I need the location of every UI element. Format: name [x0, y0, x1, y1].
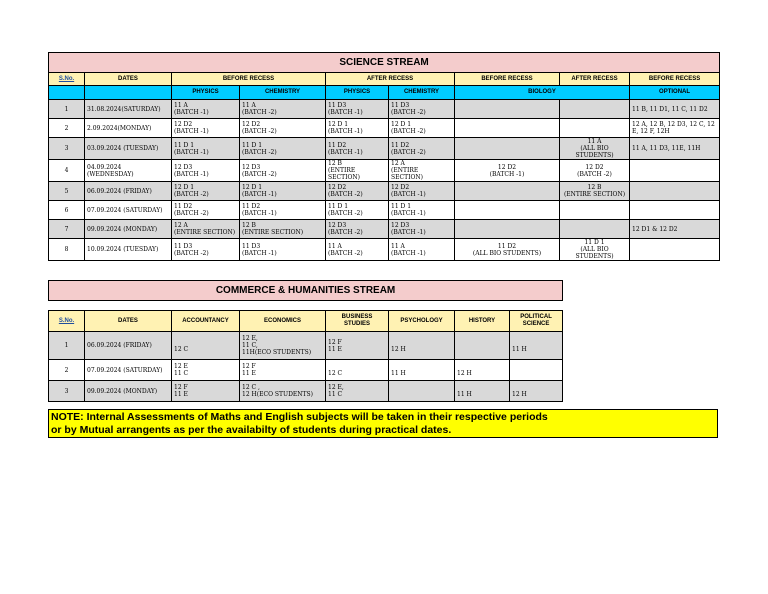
- physics-header: PHYSICS: [172, 86, 240, 100]
- chemistry-before-cell: 11 D3 (BATCH -1): [240, 239, 326, 261]
- economics-cell: 12 C , 12 H(ECO STUDENTS): [240, 381, 326, 402]
- row-date: 03.09.2024 (TUESDAY): [85, 138, 172, 160]
- physics-before-cell: 12 D 1 (BATCH -2): [172, 182, 240, 201]
- physics-after-cell: 11 D2 (BATCH -1): [326, 138, 389, 160]
- biology-after-cell: [560, 220, 630, 239]
- history-cell: 11 H: [455, 381, 510, 402]
- chemistry-header-2: CHEMISTRY: [389, 86, 455, 100]
- business-studies-cell: 12 F 11 E: [326, 332, 389, 360]
- chemistry-before-cell: 12 D2 (BATCH -2): [240, 119, 326, 138]
- row-date: 07.09.2024 (SATURDAY): [85, 360, 172, 381]
- optional-cell: 12 A, 12 B, 12 D3, 12 C, 12 E, 12 F, 12H: [630, 119, 720, 138]
- economics-header: ECONOMICS: [240, 311, 326, 332]
- psychology-cell: [389, 381, 455, 402]
- political-science-cell: 11 H: [510, 332, 563, 360]
- biology-before-cell: [455, 100, 560, 119]
- accountancy-cell: 12 C: [172, 332, 240, 360]
- accountancy-header: ACCOUNTANCY: [172, 311, 240, 332]
- science-row: [49, 239, 720, 261]
- science-stream-table: [48, 52, 720, 261]
- chemistry-before-cell: 12 B (ENTIRE SECTION): [240, 220, 326, 239]
- note-line-2: or by Mutual arrangents as per the availabilty of students during practical dates.: [51, 424, 452, 436]
- commerce-row: [49, 381, 563, 402]
- economics-cell: 12 E, 11 C, 11H(ECO STUDENTS): [240, 332, 326, 360]
- chemistry-after-cell: 11 D 1 (BATCH -1): [389, 201, 455, 220]
- after-recess-header: AFTER RECESS: [326, 73, 455, 86]
- chemistry-before-cell: 12 D 1 (BATCH -1): [240, 182, 326, 201]
- row-date: 09.09.2024 (MONDAY): [85, 220, 172, 239]
- row-date: 10.09.2024 (TUESDAY): [85, 239, 172, 261]
- political-science-header: POLITICAL SCIENCE: [510, 311, 563, 332]
- history-cell: [455, 332, 510, 360]
- optional-cell: [630, 182, 720, 201]
- science-row: [49, 160, 720, 182]
- physics-after-cell: 12 D2 (BATCH -2): [326, 182, 389, 201]
- psychology-header: PSYCHOLOGY: [389, 311, 455, 332]
- chemistry-before-cell: 11 A (BATCH -2): [240, 100, 326, 119]
- biology-after-cell: 12 D2 (BATCH -2): [560, 160, 630, 182]
- physics-after-cell: 12 D 1 (BATCH -1): [326, 119, 389, 138]
- psychology-cell: 12 H: [389, 332, 455, 360]
- business-studies-cell: 12 E, 11 C: [326, 381, 389, 402]
- history-header: HISTORY: [455, 311, 510, 332]
- biology-after-cell: [560, 119, 630, 138]
- physics-before-cell: 12 D3 (BATCH -1): [172, 160, 240, 182]
- commerce-row: [49, 332, 563, 360]
- com-dates-header: DATES: [85, 311, 172, 332]
- chemistry-after-cell: 12 D3 (BATCH -1): [389, 220, 455, 239]
- row-date: 07.09.2024 (SATURDAY): [85, 201, 172, 220]
- before-recess-header-2: BEFORE RECESS: [455, 73, 560, 86]
- biology-after-cell: [560, 100, 630, 119]
- row-sno: 2: [49, 360, 85, 381]
- chemistry-after-cell: 11 A (BATCH -1): [389, 239, 455, 261]
- history-cell: 12 H: [455, 360, 510, 381]
- chemistry-after-cell: 11 D3 (BATCH -2): [389, 100, 455, 119]
- chemistry-after-cell: 11 D2 (BATCH -2): [389, 138, 455, 160]
- sno-header: S.No.: [49, 73, 85, 86]
- physics-before-cell: 11 A (BATCH -1): [172, 100, 240, 119]
- physics-after-cell: 12 B (ENTIRE SECTION): [326, 160, 389, 182]
- commerce-stream-table: [48, 280, 563, 402]
- physics-after-cell: 11 D3 (BATCH -1): [326, 100, 389, 119]
- row-sno: 1: [49, 332, 85, 360]
- chemistry-before-cell: 11 D2 (BATCH -1): [240, 201, 326, 220]
- row-sno: 6: [49, 201, 85, 220]
- chemistry-after-cell: 12 D 1 (BATCH -2): [389, 119, 455, 138]
- science-row: [49, 220, 720, 239]
- row-sno: 8: [49, 239, 85, 261]
- physics-before-cell: 11 D 1 (BATCH -1): [172, 138, 240, 160]
- optional-cell: [630, 201, 720, 220]
- row-date: 09.09.2024 (MONDAY): [85, 381, 172, 402]
- before-recess-header-3: BEFORE RECESS: [630, 73, 720, 86]
- accountancy-cell: 12 F 11 E: [172, 381, 240, 402]
- commerce-row: [49, 360, 563, 381]
- political-science-cell: [510, 360, 563, 381]
- row-sno: 1: [49, 100, 85, 119]
- optional-cell: 11 A, 11 D3, 11E, 11H: [630, 138, 720, 160]
- chemistry-after-cell: 12 A (ENTIRE SECTION): [389, 160, 455, 182]
- physics-header-2: PHYSICS: [326, 86, 389, 100]
- biology-before-cell: [455, 220, 560, 239]
- optional-cell: 12 D1 & 12 D2: [630, 220, 720, 239]
- biology-before-cell: [455, 138, 560, 160]
- physics-before-cell: 11 D3 (BATCH -2): [172, 239, 240, 261]
- accountancy-cell: 12 E 11 C: [172, 360, 240, 381]
- science-row: [49, 201, 720, 220]
- commerce-stream-title: COMMERCE & HUMANITIES STREAM: [49, 281, 563, 301]
- biology-before-cell: [455, 119, 560, 138]
- biology-after-cell: 11 D 1 (ALL BIO STUDENTS): [560, 239, 630, 261]
- business-studies-header: BUSINESS STUDIES: [326, 311, 389, 332]
- optional-cell: [630, 239, 720, 261]
- before-recess-header: BEFORE RECESS: [172, 73, 326, 86]
- biology-before-cell: [455, 182, 560, 201]
- row-date: 06.09.2024 (FRIDAY): [85, 182, 172, 201]
- row-sno: 5: [49, 182, 85, 201]
- dates-header: DATES: [85, 73, 172, 86]
- optional-cell: 11 B, 11 D1, 11 C, 11 D2: [630, 100, 720, 119]
- row-date: 04.09.2024 (WEDNESDAY): [85, 160, 172, 182]
- chemistry-after-cell: 12 D2 (BATCH -1): [389, 182, 455, 201]
- biology-before-cell: [455, 201, 560, 220]
- note-box: [48, 409, 718, 438]
- row-sno: 4: [49, 160, 85, 182]
- chemistry-header: CHEMISTRY: [240, 86, 326, 100]
- row-sno: 2: [49, 119, 85, 138]
- optional-cell: [630, 160, 720, 182]
- physics-after-cell: 12 D3 (BATCH -2): [326, 220, 389, 239]
- physics-after-cell: 11 D 1 (BATCH -2): [326, 201, 389, 220]
- science-row: [49, 100, 720, 119]
- row-date: 06.09.2024 (FRIDAY): [85, 332, 172, 360]
- optional-header: OPTIONAL: [630, 86, 720, 100]
- science-row: [49, 182, 720, 201]
- biology-after-cell: [560, 201, 630, 220]
- science-stream-title: SCIENCE STREAM: [49, 53, 720, 73]
- psychology-cell: 11 H: [389, 360, 455, 381]
- row-date: 2.09.2024(MONDAY): [85, 119, 172, 138]
- chemistry-before-cell: 11 D 1 (BATCH -2): [240, 138, 326, 160]
- com-sno-header: S.No.: [49, 311, 85, 332]
- row-sno: 3: [49, 381, 85, 402]
- business-studies-cell: 12 C: [326, 360, 389, 381]
- row-sno: 3: [49, 138, 85, 160]
- note-line-1: NOTE: Internal Assessments of Maths and English subjects will be taken in their respective periods: [51, 411, 548, 423]
- physics-before-cell: 12 A (ENTIRE SECTION): [172, 220, 240, 239]
- biology-after-cell: 12 B (ENTIRE SECTION): [560, 182, 630, 201]
- chemistry-before-cell: 12 D3 (BATCH -2): [240, 160, 326, 182]
- biology-header: BIOLOGY: [455, 86, 630, 100]
- physics-before-cell: 11 D2 (BATCH -2): [172, 201, 240, 220]
- after-recess-header-2: AFTER RECESS: [560, 73, 630, 86]
- physics-before-cell: 12 D2 (BATCH -1): [172, 119, 240, 138]
- row-sno: 7: [49, 220, 85, 239]
- physics-after-cell: 11 A (BATCH -2): [326, 239, 389, 261]
- biology-after-cell: 11 A (ALL BIO STUDENTS): [560, 138, 630, 160]
- science-row: [49, 138, 720, 160]
- science-row: [49, 119, 720, 138]
- political-science-cell: 12 H: [510, 381, 563, 402]
- biology-before-cell: 12 D2 (BATCH -1): [455, 160, 560, 182]
- biology-before-cell: 11 D2 (ALL BIO STUDENTS): [455, 239, 560, 261]
- row-date: 31.08.2024(SATURDAY): [85, 100, 172, 119]
- economics-cell: 12 F 11 E: [240, 360, 326, 381]
